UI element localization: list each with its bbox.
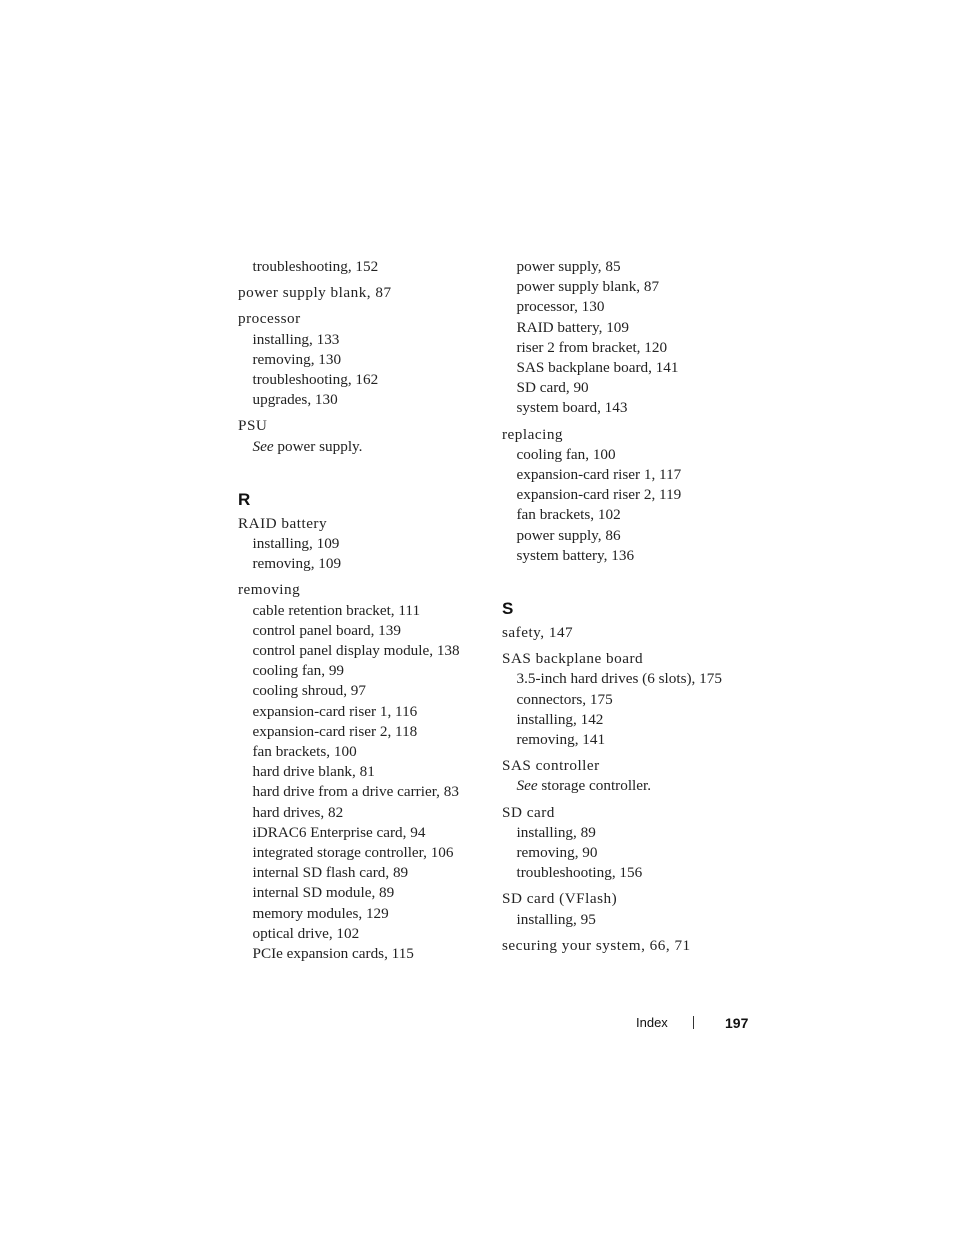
index-column-right <box>502 257 762 956</box>
index-subentry: fan brackets, 100 <box>252 743 357 761</box>
index-subentry: SAS backplane board, 141 <box>516 359 679 377</box>
section-letter-s: S <box>502 599 514 619</box>
index-subentry: hard drives, 82 <box>252 803 344 821</box>
see-label: See <box>252 437 274 455</box>
index-subentry: installing, 95 <box>516 910 596 928</box>
index-subentry: cooling shroud, 97 <box>252 682 366 700</box>
index-subentry: expansion-card riser 1, 117 <box>516 466 682 484</box>
index-entry: SD card (VFlash) <box>502 890 618 908</box>
index-entry: PSU <box>238 417 268 435</box>
index-subentry: fan brackets, 102 <box>516 506 621 524</box>
index-subentry: removing, 109 <box>252 555 342 573</box>
index-subentry: processor, 130 <box>516 298 605 316</box>
index-subentry: installing, 142 <box>516 710 604 728</box>
index-see-reference <box>238 437 498 457</box>
index-subentry: expansion-card riser 2, 119 <box>516 486 682 504</box>
page-number: 197 <box>725 1015 749 1031</box>
index-subentry: removing, 130 <box>252 350 342 368</box>
index-subentry: power supply blank, 87 <box>516 278 660 296</box>
index-subentry: cooling fan, 100 <box>516 445 616 463</box>
index-subentry: removing, 141 <box>516 731 606 749</box>
index-entry: RAID battery <box>238 514 328 532</box>
index-subentry: PCIe expansion cards, 115 <box>252 945 414 963</box>
index-subentry: upgrades, 130 <box>252 391 338 409</box>
index-subentry: cooling fan, 99 <box>252 662 345 680</box>
see-target: storage controller. <box>537 777 652 795</box>
index-entry: SAS backplane board <box>502 650 644 668</box>
index-subentry: SD card, 90 <box>516 379 589 397</box>
index-subentry: internal SD flash card, 89 <box>252 864 409 882</box>
index-subentry: power supply, 86 <box>516 526 621 544</box>
index-entry: SAS controller <box>502 757 600 775</box>
index-subentry: RAID battery, 109 <box>516 318 629 336</box>
index-subentry: expansion-card riser 2, 118 <box>252 722 418 740</box>
index-subentry: troubleshooting, 162 <box>252 371 379 389</box>
index-subentry: removing, 90 <box>516 844 598 862</box>
footer-divider <box>693 1016 694 1029</box>
index-subentry: power supply, 85 <box>516 258 621 275</box>
index-subentry: riser 2 from bracket, 120 <box>516 338 668 356</box>
index-entry: removing <box>238 581 301 599</box>
index-subentry: hard drive blank, 81 <box>252 763 375 781</box>
index-column-left <box>238 257 498 964</box>
index-subentry: system battery, 136 <box>516 546 635 564</box>
index-subentry: control panel display module, 138 <box>252 642 460 660</box>
index-subentry: installing, 133 <box>252 330 340 348</box>
index-subentry: expansion-card riser 1, 116 <box>252 702 418 720</box>
index-subentry: hard drive from a drive carrier, 83 <box>252 783 459 801</box>
index-subentry: troubleshooting, 152 <box>252 258 379 275</box>
index-entry: power supply blank, 87 <box>238 284 392 302</box>
index-subentry: integrated storage controller, 106 <box>252 844 454 862</box>
section-letter-r: R <box>238 489 251 509</box>
index-subentry: connectors, 175 <box>516 690 613 708</box>
see-target: power supply. <box>273 437 363 455</box>
index-subentry: installing, 89 <box>516 823 596 841</box>
index-subentry: troubleshooting, 156 <box>516 864 643 882</box>
index-entry: securing your system, 66, 71 <box>502 936 691 954</box>
see-label: See <box>516 777 538 795</box>
index-subentry: optical drive, 102 <box>252 924 360 942</box>
index-see-reference <box>502 776 762 796</box>
index-entry: SD card <box>502 803 555 821</box>
index-subentry: internal SD module, 89 <box>252 884 395 902</box>
footer-section-label: Index <box>636 1015 668 1030</box>
index-entry: safety, 147 <box>502 624 574 642</box>
index-entry: replacing <box>502 425 564 443</box>
index-subentry: iDRAC6 Enterprise card, 94 <box>252 823 426 841</box>
index-subentry: 3.5-inch hard drives (6 slots), 175 <box>516 670 722 688</box>
index-subentry: installing, 109 <box>252 535 340 553</box>
index-entry: processor <box>238 310 301 328</box>
index-subentry: cable retention bracket, 111 <box>252 601 421 619</box>
index-subentry: system board, 143 <box>516 399 628 417</box>
index-subentry: control panel board, 139 <box>252 621 401 639</box>
index-subentry: memory modules, 129 <box>252 904 389 922</box>
